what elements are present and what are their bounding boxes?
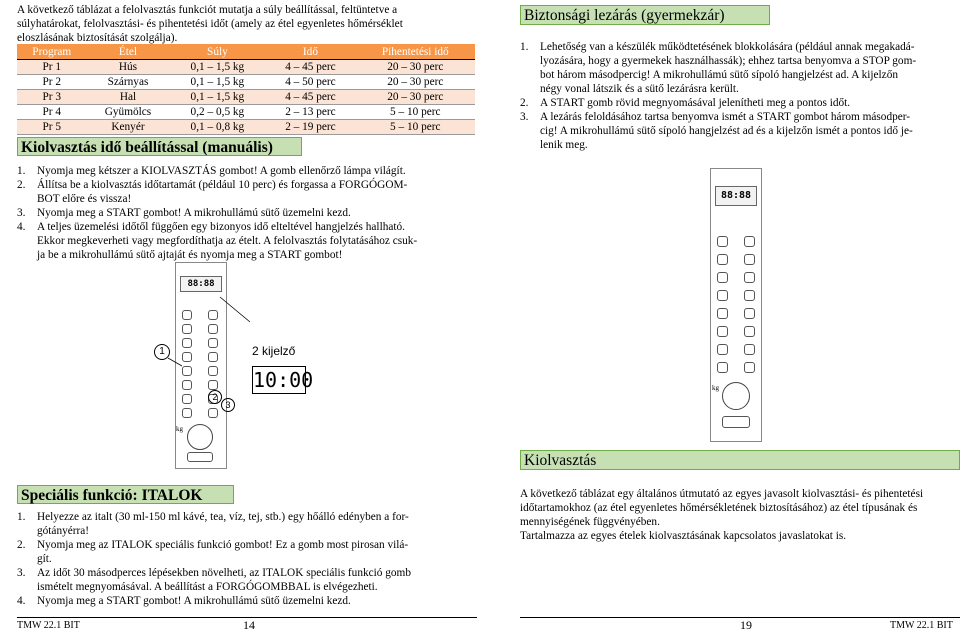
panel-button bbox=[744, 326, 755, 337]
table-cell: Kenyér bbox=[86, 120, 169, 135]
list-item bbox=[17, 220, 477, 262]
footer-model-right: TMW 22.1 BIT bbox=[890, 620, 953, 631]
intro-line-3: eloszlásának biztosítását szolgálja). bbox=[17, 32, 178, 44]
table-row bbox=[17, 105, 475, 120]
panel-button bbox=[717, 236, 728, 247]
table-cell: 20 – 30 perc bbox=[356, 75, 475, 90]
footer-model-left: TMW 22.1 BIT bbox=[17, 620, 80, 631]
list-item bbox=[17, 164, 477, 178]
intro-text bbox=[17, 3, 477, 45]
intro-line-1: A következő táblázat a felolvasztás funkciót mutatja a súly beállítással, feltüntetve a bbox=[17, 4, 398, 16]
table-cell: 0,1 – 0,8 kg bbox=[169, 120, 265, 135]
table-header: Súly bbox=[169, 44, 265, 60]
step-text: Az időt 30 másodperces lépésekben növelheti, az ITALOK speciális funkció gomb bbox=[37, 567, 411, 579]
table-cell: 0,1 – 1,5 kg bbox=[169, 60, 265, 75]
panel-button bbox=[744, 272, 755, 283]
table-cell: 4 – 45 perc bbox=[265, 60, 355, 75]
step-marker-3: 3 bbox=[221, 398, 235, 412]
safety-heading-text: Biztonsági lezárás (gyermekzár) bbox=[524, 7, 725, 24]
step-text: Ekkor megkeverheti vagy megfordíthatja az ételt. A felolvasztás folytatásához csuk- bbox=[37, 235, 418, 247]
table-cell: 5 – 10 perc bbox=[356, 105, 475, 120]
panel-button bbox=[717, 344, 728, 355]
panel-button bbox=[722, 416, 750, 428]
step-marker-2: 2 bbox=[208, 390, 222, 404]
step-number: 4. bbox=[17, 221, 26, 233]
step-number: 2. bbox=[520, 97, 529, 109]
step-text: A lezárás feloldásához tartsa benyomva ismét a START gombot három másodper- bbox=[540, 111, 911, 123]
step-text: gít. bbox=[37, 553, 52, 565]
list-item bbox=[17, 594, 477, 608]
list-item bbox=[17, 566, 477, 594]
table-header: Étel bbox=[86, 44, 169, 60]
step-text: Állítsa be a kiolvasztás időtartamát (például 10 perc) és forgassa a FORGÓGOM- bbox=[37, 179, 408, 191]
control-panel-figure-left bbox=[150, 262, 330, 472]
display-digits: 88:88 bbox=[720, 190, 752, 201]
step-text: ja be a mikrohullámú sütő ajtaját és nyomja meg a START gombot! bbox=[37, 249, 343, 261]
table-cell: 2 – 13 perc bbox=[265, 105, 355, 120]
defrost-paragraph bbox=[520, 487, 955, 543]
table-cell: 0,1 – 1,5 kg bbox=[169, 75, 265, 90]
list-item bbox=[520, 110, 960, 152]
table-cell: Pr 2 bbox=[17, 75, 86, 90]
table-row bbox=[17, 90, 475, 105]
list-item bbox=[17, 178, 477, 206]
step-number: 4. bbox=[17, 595, 26, 607]
table-cell: Pr 1 bbox=[17, 60, 86, 75]
table-cell: 4 – 50 perc bbox=[265, 75, 355, 90]
page-number-right: 19 bbox=[740, 618, 752, 632]
panel-button bbox=[744, 254, 755, 265]
table-cell: Pr 5 bbox=[17, 120, 86, 135]
step-number: 1. bbox=[520, 41, 529, 53]
list-item bbox=[520, 40, 960, 96]
panel-button bbox=[717, 272, 728, 283]
display-digits: 88:88 bbox=[187, 279, 215, 289]
list-item bbox=[17, 206, 477, 220]
table-row bbox=[17, 75, 475, 90]
table-row bbox=[17, 120, 475, 135]
table-cell: 0,1 – 1,5 kg bbox=[169, 90, 265, 105]
defrost-heading bbox=[520, 450, 960, 470]
step-text: bot három másodpercig! A mikrohullámú sütő sípoló hangjelzést ad. A kijelzőn bbox=[540, 69, 898, 81]
table-cell: 0,2 – 0,5 kg bbox=[169, 105, 265, 120]
step-number: 3. bbox=[17, 567, 26, 579]
table-cell: 2 – 19 perc bbox=[265, 120, 355, 135]
control-panel-figure-right bbox=[700, 168, 770, 443]
step-text: Nyomja meg kétszer a KIOLVASZTÁS gombot! A gomb ellenőrző lámpa világít. bbox=[37, 165, 406, 177]
italok-heading-text: Speciális funkció: ITALOK bbox=[21, 487, 203, 504]
step-text: cig! A mikrohullámú sütő sípoló hangjelzést ad és a kijelzőn ismét a pontos idő je- bbox=[540, 125, 913, 137]
step-text: BOT előre és vissza! bbox=[37, 193, 132, 205]
step-number: 3. bbox=[520, 111, 529, 123]
panel-button bbox=[744, 362, 755, 373]
safety-steps bbox=[520, 40, 960, 152]
step-text: Helyezze az italt (30 ml-150 ml kávé, tea, víz, tej, stb.) egy hőálló edényben a for- bbox=[37, 511, 409, 523]
defrost-paragraph-1: A következő táblázat egy általános útmutató az egyes javasolt kiolvasztási- és pihentetési időtartamokhoz (az étel egyenletes hőmérsékletének biztosításához) az étel típusának és mennyiségének függvényében. bbox=[520, 488, 924, 528]
manual-defrost-heading bbox=[17, 137, 302, 156]
table-cell: Gyümölcs bbox=[86, 105, 169, 120]
table-cell: 20 – 30 perc bbox=[356, 60, 475, 75]
table-row bbox=[17, 60, 475, 75]
panel-button bbox=[717, 326, 728, 337]
table-cell: Hús bbox=[86, 60, 169, 75]
step-text: lyozására, hogy a gyermekek használhassák); ehhez tartsa benyomva a STOP gom- bbox=[540, 55, 917, 67]
intro-line-2: súlyhatárokat, felolvasztási- és pihentetési időt (amely az étel egyenletes hőmérséklet bbox=[17, 18, 403, 30]
table-cell: Pr 4 bbox=[17, 105, 86, 120]
table-cell: Pr 3 bbox=[17, 90, 86, 105]
manual-defrost-heading-text: Kiolvasztás idő beállítással (manuális) bbox=[21, 139, 273, 156]
step-number: 1. bbox=[17, 511, 26, 523]
table-cell: 20 – 30 perc bbox=[356, 90, 475, 105]
list-item bbox=[17, 510, 477, 538]
step-text: lenik meg. bbox=[540, 139, 588, 151]
step-number: 3. bbox=[17, 207, 26, 219]
table-header: Idő bbox=[265, 44, 355, 60]
display-callout-label: 2 kijelző bbox=[252, 344, 296, 358]
italok-steps bbox=[17, 510, 477, 608]
manual-steps bbox=[17, 164, 477, 262]
step-text: Nyomja meg a START gombot! A mikrohullámú sütő üzemelni kezd. bbox=[37, 595, 351, 607]
table-header-row bbox=[17, 44, 475, 60]
panel-button bbox=[744, 290, 755, 301]
step-text: A START gomb rövid megnyomásával jelenítheti meg a pontos időt. bbox=[540, 97, 851, 109]
panel-button bbox=[744, 308, 755, 319]
table-cell: Hal bbox=[86, 90, 169, 105]
italok-heading bbox=[17, 485, 234, 504]
panel-display bbox=[715, 186, 757, 206]
step-text: A teljes üzemelési időtől függően egy bizonyos idő elteltével hangjelzés hallható. bbox=[37, 221, 405, 233]
table-cell: 4 – 45 perc bbox=[265, 90, 355, 105]
table-cell: Szárnyas bbox=[86, 75, 169, 90]
panel-button bbox=[717, 362, 728, 373]
panel-button bbox=[717, 290, 728, 301]
defrost-heading-text: Kiolvasztás bbox=[524, 452, 597, 469]
display-callout-time: 10:00 bbox=[253, 368, 314, 392]
table-cell: 5 – 10 perc bbox=[356, 120, 475, 135]
step-text: négy vonal látszik és a sütő lezárásra került. bbox=[540, 83, 739, 95]
table-header: Program bbox=[17, 44, 86, 60]
step-text: gótányérra! bbox=[37, 525, 90, 537]
kg-label: kg bbox=[176, 425, 183, 433]
safety-heading bbox=[520, 5, 770, 25]
page-number-left: 14 bbox=[243, 618, 255, 632]
rotary-knob bbox=[722, 382, 750, 410]
defrost-paragraph-2: Tartalmazza az egyes ételek kiolvasztásának kapcsolatos javaslatokat is. bbox=[520, 530, 847, 542]
step-number: 2. bbox=[17, 539, 26, 551]
kg-label: kg bbox=[712, 384, 719, 392]
panel-button bbox=[717, 308, 728, 319]
panel-button bbox=[744, 236, 755, 247]
step-number: 2. bbox=[17, 179, 26, 191]
step-number: 1. bbox=[17, 165, 26, 177]
list-item bbox=[17, 538, 477, 566]
step-text: ismételt megnyomásával. A beállítást a FORGÓGOMBBAL is elvégezheti. bbox=[37, 581, 378, 593]
defrost-program-table bbox=[17, 44, 475, 135]
step-text: Nyomja meg a START gombot! A mikrohullámú sütő üzemelni kezd. bbox=[37, 207, 351, 219]
panel-button bbox=[744, 344, 755, 355]
step-text: Nyomja meg az ITALOK speciális funkció gombot! Ez a gomb most pirosan vilá- bbox=[37, 539, 409, 551]
list-item bbox=[520, 96, 960, 110]
step-text: Lehetőség van a készülék működtetésének blokkolására (például annak megakadá- bbox=[540, 41, 915, 53]
table-header: Pihentetési idő bbox=[356, 44, 475, 60]
panel-button bbox=[717, 254, 728, 265]
step-marker-1: 1 bbox=[154, 344, 170, 360]
